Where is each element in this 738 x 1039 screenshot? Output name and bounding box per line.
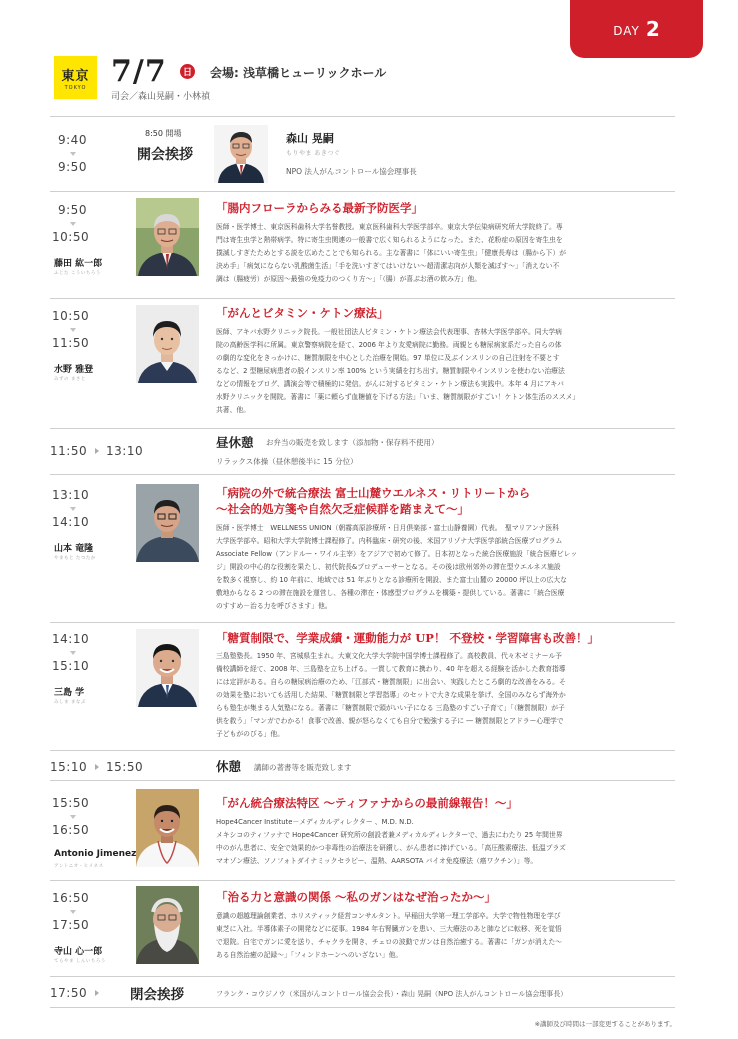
lunch-note: お弁当の販売を致します（添加物・保存料不使用）: [266, 438, 439, 447]
time-start: 9:40: [58, 133, 87, 147]
time-start: 13:10: [52, 488, 90, 502]
desc-line: 水野クリニックを開院。著書に「薬に頼らず血糖値を下げる方法」「いま、糖質制限がすごい！ケトン体生活のススメ」: [216, 393, 580, 401]
speaker-photo: [214, 125, 268, 183]
break-note: 講師の著書等を販売致します: [254, 763, 352, 772]
desc-line: 調は（腸疲労）が原因～最強の免疫力のつくり方～」「（腸）が喜ぶお酒の飲み方」他。: [216, 275, 482, 283]
desc-line: 敷地からなる 2 つの滞在施設を運営し、各種の滞在・体感型プログラムを構築・提供している。著書に「統合医療: [216, 589, 565, 597]
lunch-start: 11:50: [50, 444, 88, 458]
opening-label: 開会挨拶: [137, 147, 193, 163]
speaker-photo: [136, 305, 199, 383]
speaker-name: 藤田 紘一郎: [54, 259, 103, 269]
desc-line: Associate Fellow（アンドルー・ワイル主宰）をアジアで初めて修了。日本初となった統合医療施設「統合医療ビレッ: [216, 550, 578, 558]
speaker-photo: [136, 198, 199, 276]
talk-title-line: 「がん統合療法特区 ～ティファナからの最前線報告！～」: [216, 796, 518, 810]
break-label: 休憩: [216, 759, 242, 774]
talk-title-line: ～社会的処方箋や自然欠乏症候群を踏まえて～」: [216, 502, 469, 516]
break-end: 15:50: [106, 760, 144, 774]
desc-line: 大学医学部卒。昭和大学大学院博士課程修了。内科臨床・研究の後、米国アリゾナ大学医学部統合医療プログラム: [216, 537, 563, 545]
closing-note: フランク・コウジノウ（米国がんコントロール協会会長）・森山 晃嗣（NPO 法人がんコントロール協会理事長）: [216, 990, 568, 998]
speaker-name: 三島 学: [54, 688, 85, 698]
divider: [50, 1007, 675, 1008]
desc-line: 三島塾塾長。1950 年、宮城県生まれ。大東文化大学大学院中国学博士課程修了。高校教員、代々木ゼミナール予: [216, 652, 562, 660]
time-end: 9:50: [58, 160, 87, 174]
desc-line: 意識の超越理論創業者、ホリスティック経営コンサルタント。早稲田大学第一理工学部卒。大学で物性物理を学び: [216, 912, 561, 920]
speaker-reading: てらやま しんいちろう: [54, 959, 106, 964]
mc-line: 司会／森山晃嗣・小林禎: [111, 92, 211, 102]
break-start: 15:10: [50, 760, 88, 774]
arrow-down-icon: [70, 651, 76, 655]
desc-line: 子どもがのびる」他。: [216, 730, 284, 738]
arrow-down-icon: [70, 507, 76, 511]
speaker-name: Antonio Jimenez: [54, 849, 137, 859]
divider: [50, 116, 675, 117]
talk-description: [216, 910, 674, 962]
lunch-note: リラックス体操（昼休憩後半に 15 分位）: [216, 457, 358, 466]
arrow-down-icon: [70, 815, 76, 819]
desc-line: 撲滅しすぎたためとする説を広めたことでも知られる。主な著書に「体にいい寄生虫」「健康長寿は（腸から下）が: [216, 249, 567, 257]
desc-line: 中のがん患者に、安全で効果的かつ非毒性の治療法を研鑚し、がん患者に捧げている。「高圧酸素療法、低温プラズ: [216, 844, 566, 852]
talk-title: [216, 795, 518, 811]
footnote: ※講師及び時間は一部変更することがあります。: [534, 1020, 676, 1028]
desc-line: 院の高齢医学科に所属。東京警察病院を経て、2006 年より友愛病院に勤務。両親とも糖尿病家系だった自らの体: [216, 341, 562, 349]
lunch-end: 13:10: [106, 444, 144, 458]
talk-title: [216, 305, 389, 321]
speaker-reading: ふじた こういちろう: [54, 271, 101, 276]
time-start: 14:10: [52, 632, 90, 646]
time-end: 11:50: [52, 336, 90, 350]
divider: [50, 750, 675, 751]
closing-label: 閉会挨拶: [130, 987, 184, 1003]
speaker-name: 寺山 心一郎: [54, 947, 103, 957]
divider: [50, 298, 675, 299]
time-end: 14:10: [52, 515, 90, 529]
divider: [50, 474, 675, 475]
time-end: 15:10: [52, 659, 90, 673]
talk-title: [216, 485, 530, 517]
speaker-reading: やまもと たつたか: [54, 556, 96, 561]
talk-title-line: 「治る力と意識の関係 ～私のガンはなぜ治ったか～」: [216, 890, 497, 904]
desc-line: 決め手」「病気にならない乳酸菌生活」「手を洗いすぎてはいけない～超清潔志向が人類を滅ぼす～」「消えない不: [216, 262, 560, 270]
desc-line: の効果を塾においても活用した結果、「糖質制限と学習指導」のセットで大きな成果を挙げ、全国のみならず海外か: [216, 691, 566, 699]
divider: [50, 780, 675, 781]
desc-line: 供を救う」「マンガでわかる！食事で改善、親が怒らなくても自分で勉強する子に ― 糖質制限とアドラー心理学で: [216, 717, 564, 725]
desc-line: ある自然治癒の記録～」「フィンドホーンへのいざない」他。: [216, 951, 403, 959]
talk-description: [216, 326, 674, 417]
speaker-name: 水野 雅登: [54, 365, 94, 375]
desc-line: Hope4Cancer Institute－メディカルディレクター 、M.D. N.D.: [216, 818, 414, 826]
arrow-down-icon: [70, 222, 76, 226]
day-number: 2: [645, 17, 660, 41]
arrow-down-icon: [70, 152, 76, 156]
doors-open: 8:50 開場: [145, 129, 182, 138]
desc-line: 備校講師を経て、2008 年、三島塾を立ち上げる。一貫して教育に携わり、40 年を超える経験を活かした教育指導: [216, 665, 566, 673]
desc-line: らも塾生が集まる人気塾になる。著書に「糖質制限で頭がいい子になる 三島塾のすごい子育て」「（糖質制限）が子: [216, 704, 565, 712]
speaker-name: 森山 晃嗣: [286, 132, 334, 145]
desc-line: マオゾン療法、ソノフォトダイナミックセラピー、温熱、AARSOTA バイオ免疫療法（癌ワクチン）」等。: [216, 857, 538, 865]
speaker-affiliation: NPO 法人がんコントロール協会理事長: [286, 167, 417, 176]
speaker-reading: みずの まさと: [54, 377, 86, 382]
talk-description: [216, 522, 674, 613]
closing-start: 17:50: [50, 986, 88, 1000]
talk-title: [216, 630, 599, 646]
arrow-down-icon: [70, 910, 76, 914]
talk-title-line: 「がんとビタミン・ケトン療法」: [216, 306, 389, 320]
lunch-label: 昼休憩: [216, 435, 254, 450]
time-end: 17:50: [52, 918, 90, 932]
time-start: 16:50: [52, 891, 90, 905]
desc-line: 医師・医学博士 WELLNESS UNION（朝霧高原診療所・日月倶楽部・富士山静養園）代表。 聖マリアンナ医科: [216, 524, 560, 532]
desc-line: のすすめ－治る力を呼びさます」他。: [216, 602, 332, 610]
time-end: 16:50: [52, 823, 90, 837]
day-word: DAY: [613, 24, 640, 38]
desc-line: などの情報をブログ、講演会等で積極的に発信。がんに対するビタミン・ケトン療法も実践中。本年 4 月にアキバ: [216, 380, 564, 388]
desc-line: を数多く視察し、約 10 年前に、地域では 51 年ぶりとなる診療所を開設、また富士山麓の 20000 坪以上の広大な: [216, 576, 567, 584]
divider: [50, 976, 675, 977]
divider: [50, 880, 675, 881]
arrow-right-icon: [95, 764, 99, 770]
time-start: 10:50: [52, 309, 90, 323]
divider: [50, 622, 675, 623]
event-date: 7/7: [111, 54, 167, 89]
arrow-right-icon: [95, 990, 99, 996]
desc-line: 医師、アキバ水野クリニック院長。一般社団法人ビタミン・ケトン療法会代表理事、杏林大学医学部卒。同大学病: [216, 328, 562, 336]
arrow-right-icon: [95, 448, 99, 454]
weekday-badge: 日: [180, 64, 195, 79]
talk-title: [216, 889, 496, 905]
city-name-en: TOKYO: [64, 84, 87, 91]
talk-description: [216, 816, 674, 868]
divider: [50, 191, 675, 192]
talk-title-line: 「病院の外で統合療法 富士山麓ウエルネス・リトリートから: [216, 486, 531, 500]
talk-description: [216, 221, 674, 286]
time-start: 15:50: [52, 796, 90, 810]
speaker-photo: [136, 629, 199, 707]
desc-line: 門は寄生虫学と熱帯病学。特に寄生虫関連の一般書で広く知られるようになった。また、花粉症の原因を寄生虫を: [216, 236, 563, 244]
talk-title-line: 「糖質制限で、学業成績・運動能力が UP！ 不登校・学習障害も改善！」: [216, 631, 599, 645]
speaker-reading: もりやま あきつぐ: [286, 150, 341, 157]
desc-line: の劇的な変化をきっかけに、糖質制限を中心とした治療を開始。97 単位に及ぶインスリンの自己注射を不要とす: [216, 354, 560, 362]
time-start: 9:50: [58, 203, 87, 217]
desc-line: 医師・医学博士、東京医科歯科大学名誉教授。東京医科歯科大学医学部卒。東京大学伝染病研究所大学院終了。専: [216, 223, 563, 231]
desc-line: るなど、2 型糖尿病患者の脱インスリン率 100% という実績を打ち出す。糖質制限やインスリンを使わない治療法: [216, 367, 565, 375]
speaker-photo: [136, 789, 199, 867]
speaker-reading: みしま まなぶ: [54, 700, 86, 705]
desc-line: には定評がある。自らの糖尿病治療のため、「江部式・糖質制限」に出会い、実践したところ劇的な改善をみる。そ: [216, 678, 566, 686]
divider: [50, 428, 675, 429]
desc-line: ジ」開設の中心的な役割を果たし、初代院長&プロデューサーとなる。その後は欧州郊外の滞在型ウエルネス施設: [216, 563, 561, 571]
desc-line: 東芝に入社。半導体素子の開発などに従事。1984 年右腎臓ガンを患い、三大療法のあと肺などに転移、死を覚悟: [216, 925, 562, 933]
speaker-reading: アントニオ・ヒメネス: [54, 864, 104, 869]
speaker-name: 山本 竜隆: [54, 544, 94, 554]
arrow-down-icon: [70, 328, 76, 332]
desc-line: で退院。自宅でガンに愛を送り、チャクラを開き、チェロの波動でガンは自然治癒する。著書に「ガンが消えた～: [216, 938, 562, 946]
day-tab: [570, 0, 703, 58]
talk-title: [216, 200, 423, 216]
talk-description: [216, 650, 674, 741]
desc-line: 共著、他。: [216, 406, 250, 414]
time-end: 10:50: [52, 230, 90, 244]
city-name: 東京: [61, 68, 90, 84]
talk-title-line: 「腸内フローラからみる最新予防医学」: [216, 201, 423, 215]
desc-line: メキシコのティファナで Hope4Cancer 研究所の創設者兼メディカルディレクターで、過去にわたり 25 年間世界: [216, 831, 563, 839]
speaker-photo: [136, 886, 199, 964]
venue: 会場: 浅草橋ヒューリックホール: [210, 66, 387, 80]
speaker-photo: [136, 484, 199, 562]
city-badge: [54, 56, 97, 99]
